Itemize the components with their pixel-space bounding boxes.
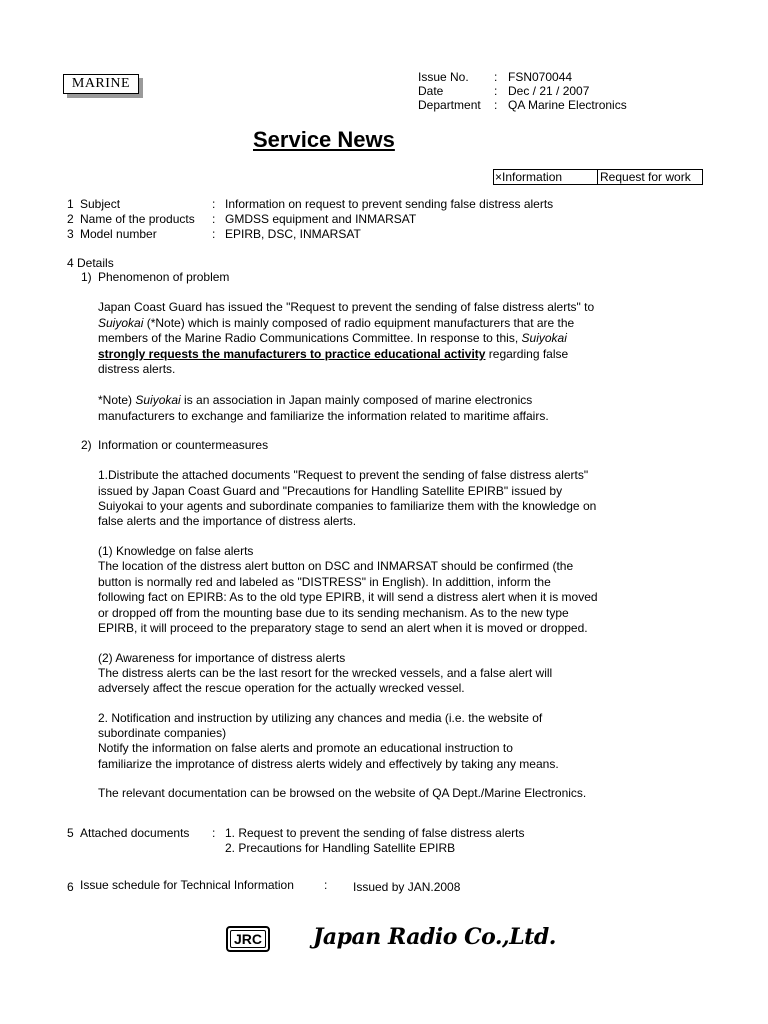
- note-text: is an association in Japan mainly composed of marine electronics: [180, 393, 533, 407]
- attached-doc-1: 1. Request to prevent the sending of false distress alerts: [225, 826, 525, 840]
- paragraph-line: Japan Coast Guard has issued the "Request to prevent the sending of false distress alerts" to: [98, 300, 595, 314]
- item-1-num: 1: [67, 197, 74, 211]
- emphasis-text: strongly requests the manufacturers to practice educational activity: [98, 347, 486, 361]
- marine-badge: [63, 74, 143, 98]
- attached-doc-2: 2. Precautions for Handling Satellite EPIRB: [225, 841, 456, 855]
- paragraph-line: [98, 331, 567, 346]
- notification-line: Notify the information on false alerts and promote an educational instruction to: [98, 741, 513, 755]
- paragraph-text: members of the Marine Radio Communications Committee. In response to this,: [98, 331, 522, 345]
- awareness-title: (2) Awareness for importance of distress alerts: [98, 651, 346, 665]
- knowledge-title: (1) Knowledge on false alerts: [98, 544, 254, 558]
- header-info: [418, 70, 627, 112]
- issue-label: Issue No.: [418, 70, 469, 84]
- item-2-label: Name of the products: [80, 212, 195, 226]
- item-3-sep: :: [212, 227, 216, 241]
- knowledge-line: following fact on EPIRB: As to the old type EPIRB, it will send a distress alert when it is moved: [98, 590, 598, 604]
- paragraph-line: [98, 347, 568, 362]
- knowledge-line: EPIRB, it will proceed to the preparatory stage to send an alert when it is moved or dropped.: [98, 621, 588, 635]
- schedule-sep: :: [324, 878, 328, 892]
- item-5-num: 5: [67, 826, 74, 840]
- company-name-logo: Japan Radio Co.,Ltd.: [313, 924, 556, 950]
- issue-sep: :: [494, 70, 498, 84]
- countermeasure-line: 1.Distribute the attached documents "Request to prevent the sending of false distress alerts": [98, 468, 589, 482]
- countermeasure-line: false alerts and the importance of distress alerts.: [98, 514, 357, 528]
- item-6-num: 6: [67, 880, 74, 894]
- suiyokai-term: Suiyokai: [521, 331, 567, 345]
- date-sep: :: [494, 84, 498, 98]
- section-1-title: Phenomenon of problem: [98, 270, 230, 284]
- note-line: manufacturers to exchange and familiarize the information related to maritime affairs.: [98, 409, 549, 423]
- page-title: Service News: [253, 127, 395, 152]
- department-value: QA Marine Electronics: [508, 98, 627, 112]
- checkmark-icon: ×: [495, 170, 503, 184]
- badge-label: MARINE: [63, 74, 139, 94]
- section-2-title: Information or countermeasures: [98, 438, 269, 452]
- paragraph-text: regarding false: [485, 347, 569, 361]
- knowledge-line: The location of the distress alert button on DSC and INMARSAT should be confirmed (the: [98, 559, 574, 573]
- note-label: *Note): [98, 393, 136, 407]
- department-label: Department: [418, 98, 481, 112]
- section-1-num: 1): [81, 270, 92, 284]
- schedule-label: Issue schedule for Technical Information: [80, 878, 294, 892]
- date-label: Date: [418, 84, 444, 98]
- paragraph-line: [98, 316, 574, 331]
- knowledge-line: or dropped off from the mounting base due to its sending mechanism. As to the new type: [98, 606, 569, 620]
- item-3-num: 3: [67, 227, 74, 241]
- issue-value: FSN070044: [508, 70, 573, 84]
- department-sep: :: [494, 98, 498, 112]
- item-3-label: Model number: [80, 227, 157, 241]
- paragraph-text: (*Note) which is mainly composed of radio equipment manufacturers that are the: [143, 316, 575, 330]
- notification-line: subordinate companies): [98, 726, 227, 740]
- paragraph-line: distress alerts.: [98, 362, 176, 376]
- schedule-value: Issued by JAN.2008: [353, 880, 461, 894]
- suiyokai-term: Suiyokai: [98, 316, 144, 330]
- type-information: [494, 170, 597, 184]
- item-1-sep: :: [212, 197, 216, 211]
- countermeasure-line: Suiyokai to your agents and subordinate companies to familiarize them with the knowledge on: [98, 499, 597, 513]
- attached-label: Attached documents: [80, 826, 190, 840]
- model-value: EPIRB, DSC, INMARSAT: [225, 227, 361, 241]
- date-value: Dec / 21 / 2007: [508, 84, 590, 98]
- jrc-logo-frame: [230, 930, 266, 948]
- subject-value: Information on request to prevent sending false distress alerts: [225, 197, 554, 211]
- document-type-box: [493, 169, 703, 185]
- knowledge-line: button is normally red and labeled as "DISTRESS" in English). In addittion, inform the: [98, 575, 551, 589]
- note-line: [98, 393, 532, 408]
- details-heading: 4 Details: [67, 256, 114, 270]
- relevant-documentation: The relevant documentation can be browsed on the website of QA Dept./Marine Electronics.: [98, 786, 587, 800]
- item-1-label: Subject: [80, 197, 121, 211]
- item-2-sep: :: [212, 212, 216, 226]
- type-information-label: Information: [502, 170, 563, 184]
- products-value: GMDSS equipment and INMARSAT: [225, 212, 417, 226]
- jrc-logo-text: JRC: [233, 931, 262, 947]
- item-2-num: 2: [67, 212, 74, 226]
- section-2-num: 2): [81, 438, 92, 452]
- awareness-line: adversely affect the rescue operation for the actually wrecked vessel.: [98, 681, 465, 695]
- type-request-for-work: Request for work: [597, 170, 702, 184]
- awareness-line: The distress alerts can be the last resort for the wrecked vessels, and a false alert will: [98, 666, 553, 680]
- attached-sep: :: [212, 826, 216, 840]
- suiyokai-term: Suiyokai: [135, 393, 181, 407]
- jrc-logo: [226, 926, 270, 952]
- notification-line: familiarize the improtance of distress alerts widely and effectively by taking any means.: [98, 757, 559, 771]
- notification-line: 2. Notification and instruction by utilizing any chances and media (i.e. the website of: [98, 711, 543, 725]
- countermeasure-line: issued by Japan Coast Guard and "Precautions for Handling Satellite EPIRB" issued by: [98, 484, 563, 498]
